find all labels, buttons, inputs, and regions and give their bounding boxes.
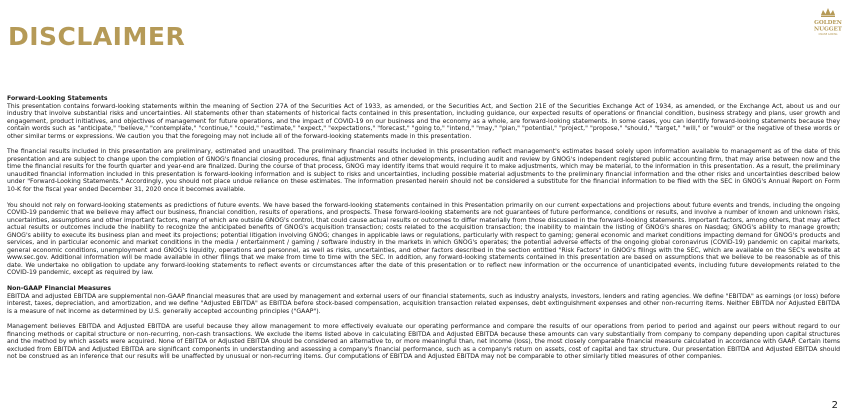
non-gaap-paragraph-1: EBITDA and adjusted EBITDA are supplemental non-GAAP financial measures that are used by management and external users of our financial statements, such as industry analysts, investors, lenders and rating agencies. We define "EBITDA" as earnings (or loss) before interest, taxes, depreciation, and amortization, and we define "Adjusted EBITDA" as EBITDA before stock-based compensation, acquisition transaction related expenses, debt extinguishment expenses and other non-recurring items. Neither EBITDA nor Adjusted EBITDA is a measure of net income as determined by U.S. generally accepted accounting principles ("GAAP"). [7, 292, 840, 315]
page-number: 2 [831, 400, 838, 411]
forward-looking-heading: Forward-Looking Statements [7, 95, 108, 102]
non-gaap-paragraph-2: Management believes EBITDA and Adjusted EBITDA are useful because they allow management to more effectively evaluate our operating performance and compare the results of our operations from period to period and against our peers without regard to our financing methods or capital structure or non-recurring, non-cash transactions. We exclude the items listed above in calculating EBITDA and Adjusted EBITDA because these amounts can vary substantially from company to company depending upon capital structures and the method by which assets were acquired. None of EBITDA or Adjusted EBITDA should be considered an alternative to, or more meaningful than, net income (loss), the most closely comparable financial measure calculated in accordance with GAAP. Certain items excluded from EBITDA and Adjusted EBITDA are significant components in understanding and assessing a company's financial performance, such as a company's return on assets, cost of capital and tax structure. Our presentation EBITDA and Adjusted EBITDA should not be construed as an inference that our results will be unaffected by unusual or non-recurring items. Our computations of EBITDA and Adjusted EBITDA may not be comparable to other similarly titled measures of other companies. [7, 323, 840, 361]
logo-tagline: ONLINE GAMING [818, 33, 838, 36]
logo-line2: NUGGET [814, 26, 842, 33]
logo-line1: GOLDEN [814, 20, 842, 26]
page-title: DISCLAIMER [8, 22, 186, 51]
golden-nugget-logo [812, 6, 844, 42]
crown-icon [821, 8, 835, 15]
forward-looking-paragraph-1: This presentation contains forward-looking statements within the meaning of Section 27A of the Securities Act of 1933, as amended, or the Securities Act, and Section 21E of the Securities Exchange Act of 1934, as amended, or the Exchange Act, about us and our industry that involve substantial risks and uncertainties. All statements other than statements of historical facts contained in this presentation, including guidance, our expected results of operations or financial condition, business strategy and plans, user growth and engagement, product initiatives, and objectives of management for future operations, and the impact of COVID-19 on our business and the economy as a whole, are forward-looking statements. In some cases, you can identify forward-looking statements because they contain words such as "anticipate," "believe," "contemplate," "continue," "could," "estimate," "expect," "expectations," "forecast," "going to," "intend," "may," "plan," "potential," "project," "propose," "should," "target," "will," or "would" or the negative of these words or other similar terms or expressions. We caution you that the foregoing may not include all of the forward-looking statements made in this presentation. [7, 102, 840, 140]
disclaimer-body [7, 95, 840, 369]
forward-looking-paragraph-2: The financial results included in this presentation are preliminary, estimated and unaudited. The preliminary financial results included in this presentation reflect management's estimates based solely upon information available to management as of the date of this presentation and are subject to change upon the completion of GNOG's financial closing procedures, final adjustments and other developments, including audit and review by GNOG's independent registered public accounting firm, that may arise between now and the time the financial results for the fourth quarter and year-end are finalized. During the course of that process, GNOG may identify items that would require it to make adjustments, which may be material, to the information in this presentation. As a result, the preliminary unaudited financial information included in this presentation is forward-looking information and is subject to risks and uncertainties, including possible material adjustments to the preliminary financial information and the other risks and uncertainties described below under "Forward-Looking Statements." Accordingly, you should not place undue reliance on these estimates. The information presented herein should not be considered a substitute for the financial information to be filed with the SEC in GNOG's Annual Report on Form 10-K for the fiscal year ended December 31, 2020 once it becomes available. [7, 148, 840, 194]
forward-looking-paragraph-3: You should not rely on forward-looking statements as predictions of future events. We have based the forward-looking statements contained in this Presentation primarily on our current expectations and projections about future events and trends, including the ongoing COVID-19 pandemic that we believe may affect our business, financial condition, results of operations, and prospects. These forward-looking statements are not guarantees of future performance, conditions or results, and involve a number of known and unknown risks, uncertainties, assumptions and other important factors, many of which are outside GNOG's control, that could cause actual results or outcomes to differ materially from those discussed in the forward-looking statements. Important factors, among others, that may affect actual results or outcomes include the inability to recognize the anticipated benefits of GNOG's acquisition transaction; costs related to the acquisition transaction; the inability to maintain the listing of GNOG's shares on Nasdaq; GNOG's ability to manage growth; GNOG's ability to execute its business plan and meet its projections; potential litigation involving GNOG; changes in applicable laws or regulations, particularly with respect to gaming; general economic and market conditions impacting demand for GNOG's products and services, and in particular economic and market conditions in the media / entertainment / gaming / software industry in the markets in which GNOG's operates; the potential adverse effects of the ongoing global coronavirus (COVID-19) pandemic on capital markets, general economic conditions, unemployment and GNOG's liquidity, operations and personnel, as well as risks, uncertainties, and other factors described in the section entitled "Risk Factors" in GNOG's filings with the SEC, which are available on the SEC's website at www.sec.gov. Additional information will be made available in other filings that we make from time to time with the SEC. In addition, any forward-looking statements contained in this presentation are based on assumptions that we believe to be reasonable as of this date. We undertake no obligation to update any forward-looking statements to reflect events or circumstances after the date of this presentation or to reflect new information or the occurrence of unanticipated events, including future developments related to the COVID-19 pandemic, except as required by law. [7, 201, 840, 277]
non-gaap-heading: Non-GAAP Financial Measures [7, 285, 112, 293]
